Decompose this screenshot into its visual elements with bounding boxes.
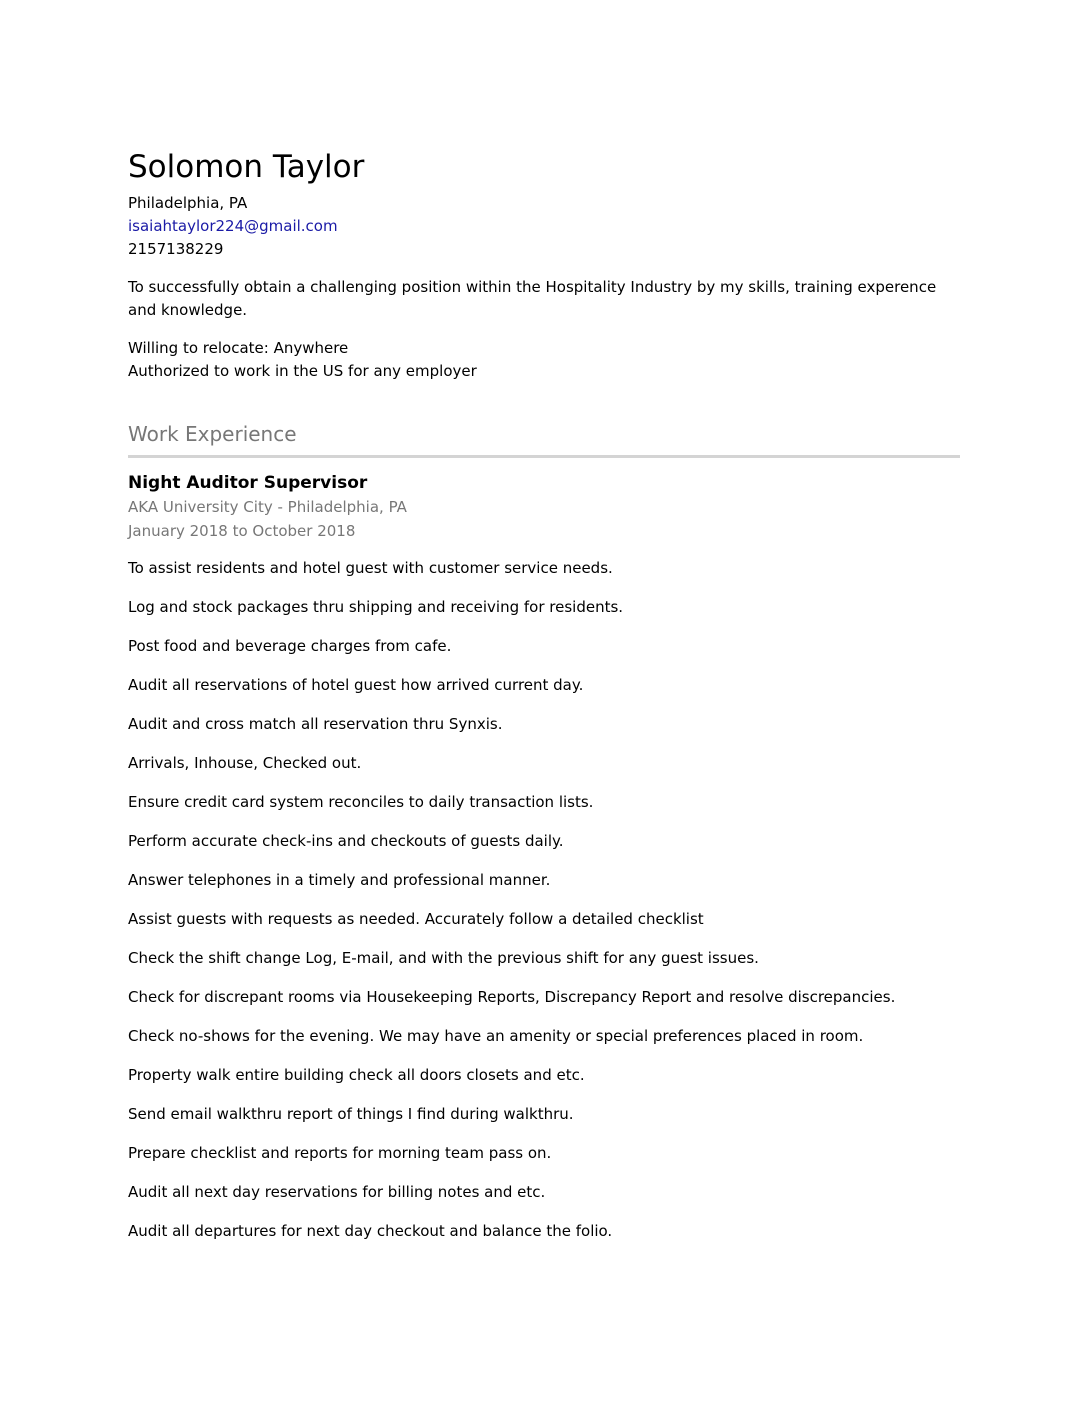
duty-item: Audit all next day reservations for billing notes and etc. [128, 1183, 546, 1201]
duty-item: Arrivals, Inhouse, Checked out. [128, 754, 362, 772]
work-authorization: Authorized to work in the US for any employer [128, 362, 477, 380]
duty-item: Audit all departures for next day checkout and balance the folio. [128, 1222, 613, 1240]
duty-item: Check for discrepant rooms via Housekeeping Reports, Discrepancy Report and resolve discrepancies. [128, 988, 896, 1006]
duty-item: Check the shift change Log, E-mail, and with the previous shift for any guest issues. [128, 949, 759, 967]
duty-item: Perform accurate check-ins and checkouts of guests daily. [128, 832, 564, 850]
relocation-preference: Willing to relocate: Anywhere [128, 339, 349, 357]
duty-item: Check no-shows for the evening. We may have an amenity or special preferences placed in room. [128, 1027, 864, 1045]
section-divider [128, 455, 960, 458]
duty-item: Prepare checklist and reports for morning team pass on. [128, 1144, 552, 1162]
job-dates: January 2018 to October 2018 [128, 522, 356, 540]
candidate-name: Solomon Taylor [128, 149, 365, 185]
duty-item: Audit all reservations of hotel guest how arrived current day. [128, 676, 584, 694]
duty-item: Post food and beverage charges from cafe. [128, 637, 452, 655]
job-duties-list [128, 557, 960, 1243]
duty-item: Audit and cross match all reservation thru Synxis. [128, 715, 503, 733]
duty-item: Assist guests with requests as needed. Accurately follow a detailed checklist [128, 910, 704, 928]
duty-item: Property walk entire building check all doors closets and etc. [128, 1066, 585, 1084]
job-entry [128, 472, 960, 1243]
duty-item: Log and stock packages thru shipping and receiving for residents. [128, 598, 624, 616]
email-link[interactable]: isaiahtaylor224@gmail.com [128, 217, 338, 235]
duty-item: Ensure credit card system reconciles to daily transaction lists. [128, 793, 594, 811]
duty-item: Answer telephones in a timely and professional manner. [128, 871, 551, 889]
objective-summary: To successfully obtain a challenging position within the Hospitality Industry by my skills, training experence and knowledge. [128, 278, 937, 319]
section-title-work-experience: Work Experience [128, 422, 297, 446]
phone-number: 2157138229 [128, 240, 224, 258]
resume-page [128, 148, 960, 1259]
eligibility-block [128, 337, 960, 383]
duty-item: Send email walkthru report of things I find during walkthru. [128, 1105, 574, 1123]
duty-item: To assist residents and hotel guest with customer service needs. [128, 559, 613, 577]
job-company-location: AKA University City - Philadelphia, PA [128, 498, 407, 516]
location: Philadelphia, PA [128, 194, 248, 212]
job-title: Night Auditor Supervisor [128, 473, 368, 493]
